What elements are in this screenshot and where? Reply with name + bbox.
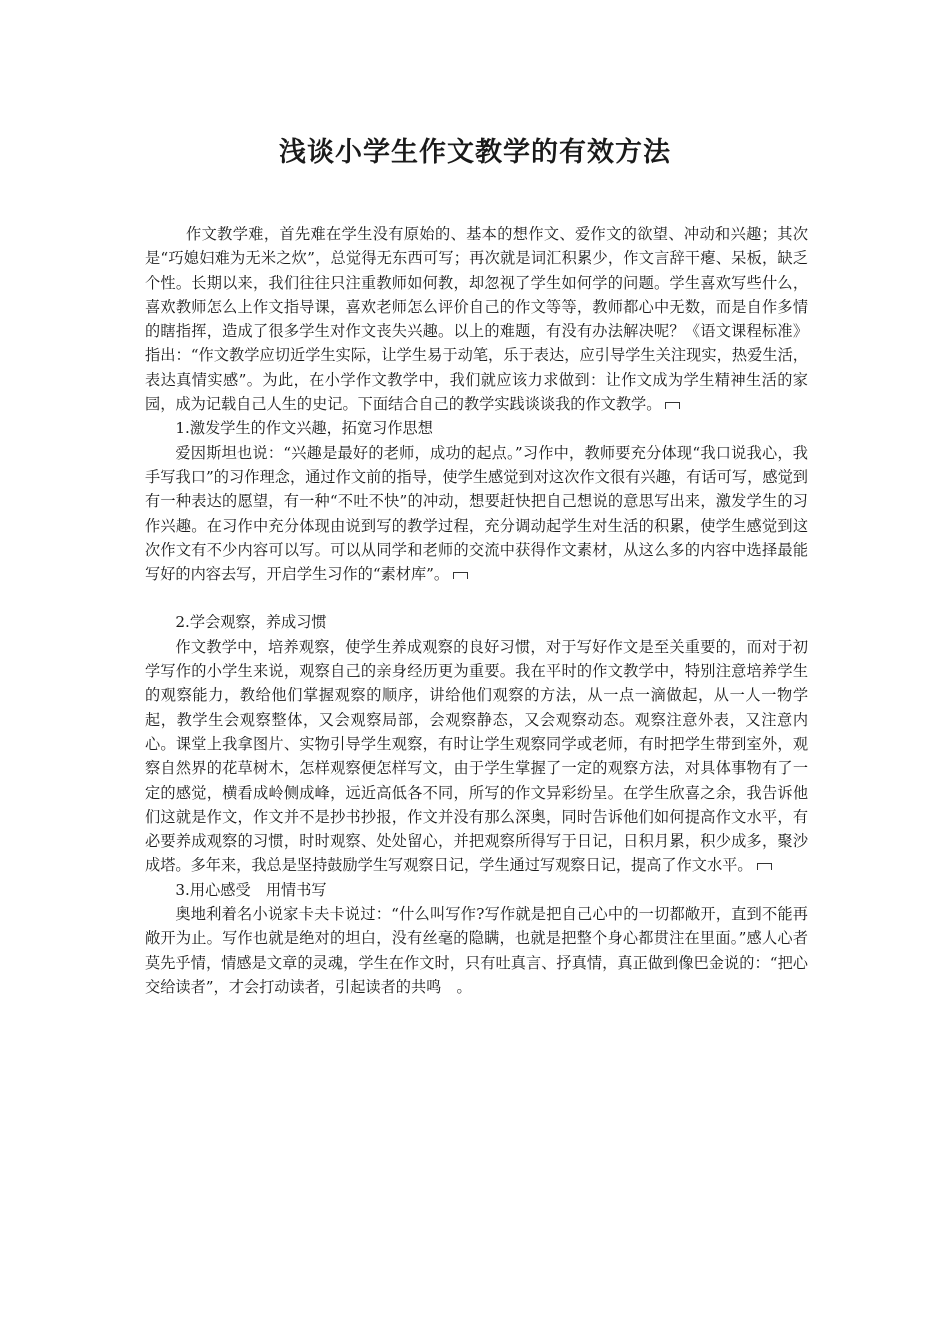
paragraph-mark-icon <box>665 402 680 409</box>
paragraph-mark-icon <box>453 572 468 579</box>
paragraph-mark-icon <box>757 863 772 870</box>
section-2-text: 作文教学中，培养观察，使学生养成观察的良好习惯，对于写好作文是至关重要的，而对于初学写作的小学生来说，观察自己的亲身经历更为重要。我在平时的作文教学中，特别注意培养学生的观察能力，教给他们掌握观察的顺序，讲给他们观察的方法，从一点一滴做起，从一人一物学起，教学生会观察整体，又会观察局部，会观察静态，又会观察动态。观察注意外表，又注意内心。课堂上我拿图片、实物引导学生观察，有时让学生观察同学或老师，有时把学生带到室外，观察自然界的花草树木，怎样观察便怎样写文，由于学生掌握了一定的观察方法，对具体事物有了一定的感觉，横看成岭侧成峰，远近高低各不同，所写的作文异彩纷呈。在学生欣喜之余，我告诉他们这就是作文，作文并不是抄书抄报，作文并没有那么深奥，同时告诉他们如何提高作文水平，有必要养成观察的习惯，时时观察、处处留心，并把观察所得写于日记，日积月累，积少成多，聚沙成塔。多年来，我总是坚持鼓励学生写观察日记，学生通过写观察日记，提高了作文水平。 <box>145 637 808 875</box>
section-2-paragraph <box>145 635 808 878</box>
document-title: 浅谈小学生作文教学的有效方法 <box>279 137 671 168</box>
section-1-paragraph <box>145 441 808 587</box>
section-3-paragraph <box>145 902 808 999</box>
intro-text: 作文教学难，首先难在学生没有原始的、基本的想作文、爱作文的欲望、冲动和兴趣；其次是“巧媳妇难为无米之炊”，总觉得无东西可写；再次就是词汇积累少，作文言辞干瘪、呆板，缺乏个性。长期以来，我们往往只注重教师如何教，却忽视了学生如何学的问题。学生喜欢写些什么，喜欢教师怎么上作文指导课，喜欢老师怎么评价自己的作文等等，教师都心中无数，而是自作多情的瞎指挥，造成了很多学生对作文丧失兴趣。以上的难题，有没有办法解决呢？《语文课程标准》指出：“作文教学应切近学生实际，让学生易于动笔，乐于表达，应引导学生关注现实，热爱生活，表达真情实感”。为此，在小学作文教学中，我们就应该力求做到：让作文成为学生精神生活的家园，成为记载自己人生的史记。下面结合自己的教学实践谈谈我的作文教学。 <box>145 225 808 414</box>
section-3-text: 奥地利着名小说家卡夫卡说过：“什么叫写作?写作就是把自己心中的一切都敞开，直到不能再敞开为止。写作也就是绝对的坦白，没有丝毫的隐瞒，也就是把整个身心都贯注在里面。”感人心者莫先乎情，情感是文章的灵魂，学生在作文时，只有吐真言、抒真情，真正做到像巴金说的：“把心交给读者”，才会打动读者，引起读者的共鸣 。 <box>145 905 808 996</box>
section-3-heading: 3.用心感受 用情书写 <box>175 880 327 899</box>
intro-paragraph <box>145 222 808 416</box>
section-2-heading: 2.学会观察，养成习惯 <box>175 613 327 632</box>
blank-line <box>145 586 808 610</box>
section-1-text: 爱因斯坦也说：“兴趣是最好的老师，成功的起点。”习作中，教师要充分体现“我口说我心，我手写我口”的习作理念，通过作文前的指导，使学生感觉到对这次作文很有兴趣，有话可写，感觉到有一种表达的愿望，有一种“不吐不快”的冲动，想要赶快把自己想说的意思写出来，激发学生的习作兴趣。在习作中充分体现由说到写的教学过程，充分调动起学生对生活的积累，使学生感觉到这次作文有不少内容可以写。可以从同学和老师的交流中获得作文素材，从这么多的内容中选择最能写好的内容去写，开启学生习作的“素材库”。 <box>145 443 808 584</box>
section-1-heading: 1.激发学生的作文兴趣，拓宽习作思想 <box>175 419 433 438</box>
document-body <box>145 222 808 999</box>
